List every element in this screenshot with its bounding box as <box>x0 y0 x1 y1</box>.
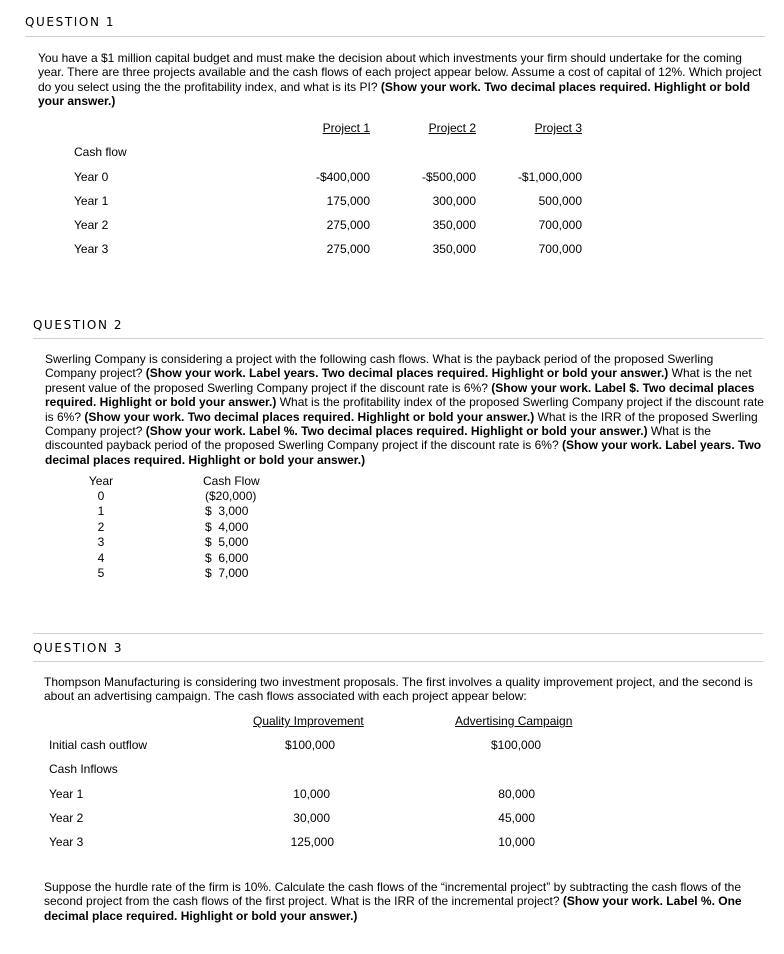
q1-row-label: Year 0 <box>74 170 109 184</box>
q1-cell: -$400,000 <box>315 170 370 184</box>
q1-cell: -$500,000 <box>421 170 476 184</box>
q3-cell: 10,000 <box>498 835 535 849</box>
q2-year: 0 <box>97 489 105 503</box>
q1-text-part-bold: (Show your work. Two decimal places required. Highlight or bold your answer.) <box>38 79 751 109</box>
q3-cell: 45,000 <box>498 811 535 825</box>
question-3-intro: Thompson Manufacturing is considering two investment proposals. The first involves a quality improvement project, and the second is about an advertising campaign. The cash flows associated with each project appear below: <box>44 675 753 704</box>
q1-cell: 350,000 <box>432 242 476 256</box>
q2-year-header: Year <box>88 474 114 488</box>
q1-cell: 700,000 <box>538 218 582 232</box>
q2-text-part: Swerling Company is considering a project with the following cash flows. What is the payback period of the proposed Swerling Company project? <box>45 352 714 381</box>
q2-text-part: What is the discounted payback period of the proposed Swerling Company project if the discount rate is 6%? <box>45 424 711 453</box>
q2-cashflow: $ 4,000 <box>205 520 249 534</box>
q3-row-label: Cash Inflows <box>49 762 118 776</box>
q1-cell: 300,000 <box>432 194 476 208</box>
q3-cell: 80,000 <box>498 787 535 801</box>
q1-project-3-header: Project 3 <box>534 121 582 135</box>
q2-cashflow-header: Cash Flow <box>203 474 260 488</box>
q2-text-part: What is the IRR of the proposed Swerling Company project? <box>45 409 758 439</box>
q3-closing-part: Suppose the hurdle rate of the firm is 10%. Calculate the cash flows of the “incremental project” by subtracting the cash flows of the second project from the cash flows of the first project. What is the IRR of the incremental project? <box>44 880 742 909</box>
q3-closing-part-bold: (Show your work. Label %. One decimal place required. Highlight or bold your answer.) <box>44 894 742 923</box>
q2-cashflow: $ 5,000 <box>205 535 249 549</box>
q2-text-part-bold: (Show your work. Label years. Two decimal places required. Highlight or bold your answer.) <box>145 366 669 381</box>
q3-cell: $100,000 <box>285 738 336 752</box>
q2-text-part: What is the profitability index of the proposed Swerling Company project if the discount rate is 6%? <box>45 395 764 424</box>
question-2-heading: QUESTION 2 <box>33 318 124 332</box>
q2-cashflow: $ 6,000 <box>205 551 249 565</box>
q2-year: 2 <box>97 520 105 534</box>
question-1-heading: QUESTION 1 <box>25 15 116 29</box>
question-2-text <box>45 352 765 467</box>
q1-project-2-header: Project 2 <box>428 121 476 135</box>
q3-row-label: Year 1 <box>49 787 84 801</box>
q2-year: 1 <box>97 504 105 518</box>
q3-quality-header: Quality Improvement <box>253 714 364 728</box>
q1-cell: 175,000 <box>326 194 370 208</box>
q1-cell: 350,000 <box>432 218 476 232</box>
q1-row-label: Year 3 <box>74 242 109 256</box>
q2-cashflow: ($20,000) <box>205 489 257 503</box>
q1-cell: 500,000 <box>538 194 582 208</box>
q1-row-label: Year 2 <box>74 218 109 232</box>
question-1-text <box>38 51 764 109</box>
q2-text-part-bold: (Show your work. Label %. Two decimal places required. Highlight or bold your answer.) <box>145 424 648 439</box>
q2-year: 5 <box>97 566 105 580</box>
q2-text-part-bold: (Show your work. Label years. Two decimal places required. Highlight or bold your answer.) <box>45 438 762 467</box>
q2-text-part-bold: (Show your work. Two decimal places required. Highlight or bold your answer.) <box>84 409 535 424</box>
q2-year: 3 <box>97 535 105 549</box>
question-3-divider <box>33 661 763 662</box>
q3-cell: 10,000 <box>293 787 330 801</box>
q1-cell: 275,000 <box>326 242 370 256</box>
question-2-divider <box>33 338 763 339</box>
q1-project-1-header: Project 1 <box>322 121 370 135</box>
q1-row-label: Year 1 <box>74 194 109 208</box>
q2-text-part: What is the net present value of the proposed Swerling Company project if the discount rate is 6%? <box>45 366 752 395</box>
q3-cell: 30,000 <box>293 811 330 825</box>
q1-cell: 275,000 <box>326 218 370 232</box>
q3-cell: 125,000 <box>290 835 334 849</box>
question-1-divider <box>25 36 765 37</box>
question-3-heading: QUESTION 3 <box>33 641 124 655</box>
q1-text-part: You have a $1 million capital budget and must make the decision about which investments your firm should undertake for the coming year. There are three projects available and the cash flows of each project appear below. Assume a cost of capital of 12%. Which project do you select using the the profitability index, and what is its PI? <box>38 51 762 94</box>
q1-cell: -$1,000,000 <box>517 170 582 184</box>
q1-cell: 700,000 <box>538 242 582 256</box>
q3-advertising-header: Advertising Campaign <box>455 714 573 728</box>
question-3-closing <box>44 880 764 923</box>
q2-cashflow: $ 7,000 <box>205 566 249 580</box>
q2-year: 4 <box>97 551 105 565</box>
q1-row-label: Cash flow <box>74 145 127 159</box>
q2-text-part-bold: (Show your work. Label $. Two decimal places required. Highlight or bold your answer.) <box>45 380 755 410</box>
q2-cashflow: $ 3,000 <box>205 504 249 518</box>
q3-row-label: Year 3 <box>49 835 84 849</box>
q3-cell: $100,000 <box>491 738 542 752</box>
q3-row-label: Initial cash outflow <box>49 738 148 752</box>
q3-row-label: Year 2 <box>49 811 84 825</box>
question-2-bottom-divider <box>33 633 763 634</box>
